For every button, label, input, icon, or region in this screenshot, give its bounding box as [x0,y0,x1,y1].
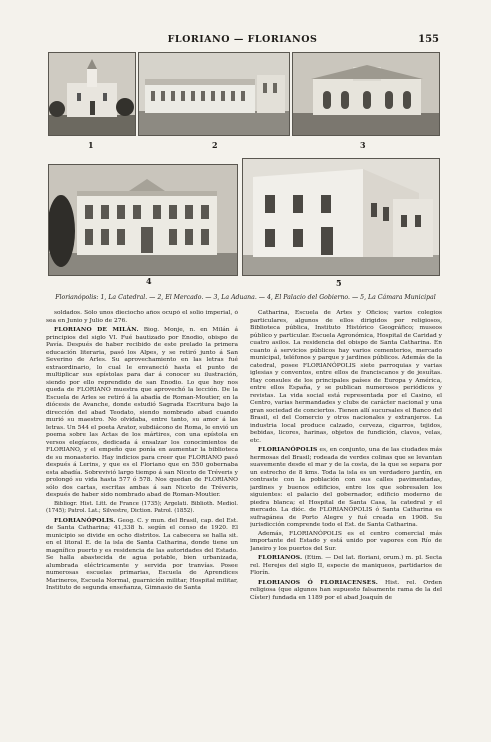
figure-4-palace-photo [48,164,238,276]
paragraph-text: soldados. Sólo unos dieciocho años ocupó el solio imperial, ó sea en Junio y Julio de 276. [46,310,238,324]
right-text-column [250,310,442,728]
paragraph [250,310,442,445]
running-header [46,34,439,48]
entry-text: (Etim. — Del lat. floriani, orum.) m. pl. Secta rel. Herejes del siglo II, especie de maniqueos, partidarios de Florín. [250,555,442,576]
entry-headword: FLORIANÓPOLIS. [54,516,116,524]
figure-4-number: 4 [146,276,152,286]
entry-headword: FLORIANO DE MILÁN. [54,326,139,333]
customs-image [293,53,439,135]
market-image [139,53,289,135]
figure-2-market-photo [138,52,290,136]
entry-florianopolis [46,517,238,593]
cathedral-image [49,53,135,135]
entry-headword: FLORIANÓPOLIS [258,446,318,453]
figure-2-number: 2 [212,140,218,150]
entry-text: es, en conjunto, una de las ciudades más hermosas del Brasil; rodeada de verdes colinas que se levantan suavemente desde el mar y de la costa, de la que se separa por un estrecho de 8 kms. Toda la isla es un verdadero jardín, en contraste con la población con sus calles pavimentadas, jardines y buenos edificios, entre los que sobresalen los siguientes: el palacio del gobernador, edificio moderno de piedra blanca; el Hospital de Santa Casa, la catedral y el mercado. La dióc. de FLORIANÓPOLIS ó Santa Catharina es sufragánea de Porto Alegre y fué creada en 1908. Su jurisdicción comprende todo el Est. de Santa Catharina. [250,447,442,528]
paragraph [250,446,442,530]
figure-1-number: 1 [88,140,94,150]
entry-headword: FLORIANOS. [258,554,303,561]
bibliography-text: Bibliogr. Hist. Litt. de France (1735); Argelati. Biblioth. Mediol. (1745); Patrol. Lat.; Silvestre, Diction. Patrol. (1852). [46,500,238,514]
figure-5-municipal-chamber-photo [242,158,440,276]
entry-text: Hist. rel. Orden religiosa (que algunos han supuesto falsamente rama de la del Císter) fundada en 1189 por el abad Joaquín de [250,579,442,601]
paragraph [250,531,442,554]
entry-headword: FLORIANOS Ó FLORIACENSES. [258,578,378,586]
figure-3-number: 3 [360,140,366,150]
page-number: 155 [418,34,439,45]
left-text-column [46,310,238,728]
figure-5-number: 5 [336,278,342,288]
running-title: FLORIANO — FLORIANOS [167,34,318,45]
figure-caption: Florianópolis: 1, La Catedral. — 2, El Mercado. — 3, La Aduana. — 4, El Palacio del Gobierno. — 5, La Cámara Municipal [55,294,436,301]
paragraph-text: Catharina, Escuela de Artes y Oficios; varios colegios particulares, algunos de ellos dirigidos por religiosos, Biblioteca pública, Instituto Histórico Geográfico; museos público y particular. Escuela Agronómica, Hospital de Caridad y cuatro asilos. La residencia del obispo de Santa Catharina. En cuanto á servicios públicos hay varios cementerios, mercado municipal, teléfonos y parque y jardines públicos. Además de la catedral, posee FLORIANÓPOLIS siete parroquias y varias iglesias y conventos, entre ellos de franciscanos y de jesuítas. Hay consules de los principales países de Europa y América, entre ellos España, y se publican numerosos periódicos y revistas. La vida social está representada por el Casino, el Centro, varias hermandades y clubs de carácter nacional y una gran sociedad de conciertos. Tienen allí sucursales el Banco del Brasil, el del Comercio y otros nacionales y extranjeros. La industria local produce calzado, cerveza, cigarros, tejidos, bebidas, licores, harinas, objetos de fundición, clavos, velas, etc. [250,310,442,444]
figure-3-customs-photo [292,52,440,136]
palace-image [49,165,237,275]
entry-text: Geog. C. y mun. del Brasil, cap. del Est. de Santa Catharina; 41,338 h. según el censo de 1920. El municipio se divide en ocho distritos. La cabecera se halla sit. en el litoral E. de la isla de Santa Catharina, donde tiene un magnífico puerto y es residencia de las autoridades del Estado. Se halla abastecida de agua potable, bien urbanizada, alumbrada eléctricamente y servida por tranvías. Posee numerosas escuelas primarias, Escuela de Aprendices Marineros, Escuela Normal, guarnición militar, Hospital militar, Instituto de segunda enseñanza, Gimnasio de Santa [46,517,238,591]
paragraph [46,310,238,325]
entry-text: Biog. Monje, n. en Milán á principios del siglo VI. Fué bautizado por Enodio, obispo de Pavía. Después de haber recibido de este prelado la primera educación literaria, pasó los Alpes, y se retiró junto á San Severino de Arles. Su aprovechamiento en las letras fué extraordinario, lo cual le envaneció hasta el punto de multiplicar sus epístolas para dar á conocer su ilustración, siendo por ello reprendido de san Enodio. Lo que hoy nos queda de FLORIANO muestra que aprovechó la lección. De la Escuela de Arles se retiró á la abadía de Roman-Moutier, en la diócesis de Avanche, donde estudió Sagrada Escritura bajo la dirección del abad Teodato, siendo nombrado abad cuando murió su maestro. No olvidaba, entre tanto, su amor á las letras. Un 544 el poeta Arator, subdiácono de Roma, le envió un poema sobre las Actas de los mártires, con una epístola en versos elegíacos, dedicada á ensalzar los conocimientos de FLORIANO, y el empeño que ponía en aumentar la biblioteca de su monasterio. Hay indicios para creer que FLORIANO pasó después á Lerins, y que es el Floriano que en 550 gobernaba esta abadía. Sobrevivió largo tiempo á san Niceto de Tréveris y prolongó su vida hasta 577 ó 578. Nos quedan de FLORIANO sólo dos cartas, escritas ambas á san Niceto de Tréveris, después de haber sido nombrado abad de Roman-Moutier. [46,327,238,498]
bibliography [46,501,238,516]
entry-florianos [250,554,442,578]
paragraph-text: Además, FLORIANÓPOLIS es el centro comercial más importante del Estado y está unido por vapores con Río de Janeiro y los puertos del Sur. [250,530,442,552]
figure-1-cathedral-photo [48,52,136,136]
municipal-chamber-image [243,159,439,275]
entry-florianos-floriacenses [250,579,442,603]
entry-floriano-de-milan [46,326,238,500]
